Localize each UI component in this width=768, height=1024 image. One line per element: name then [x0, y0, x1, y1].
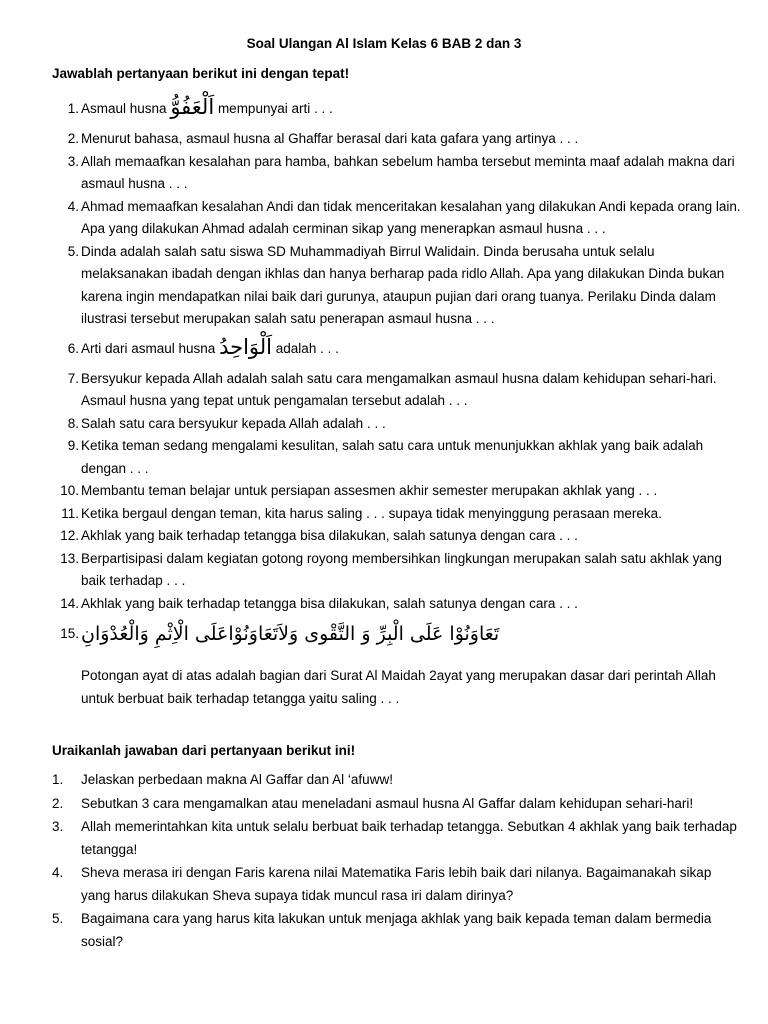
question-text: Bagaimana cara yang harus kita lakukan untuk menjaga akhlak yang baik kepada teman dalam bermedia sosial? — [81, 911, 712, 949]
question-15 — [52, 619, 742, 710]
question-number: 1. — [67, 101, 79, 116]
question-7 — [52, 368, 742, 413]
question-text: Potongan ayat di atas adalah bagian dari Surat Al Maidah 2ayat yang merupakan dasar dari perintah Allah untuk berbuat baik terhadap tetangga yaitu saling . . . — [81, 668, 716, 706]
question-text: Sebutkan 3 cara mengamalkan atau meneladani asmaul husna Al Gaffar dalam kehidupan sehari-hari! — [81, 795, 694, 811]
arabic-verse-row — [81, 619, 742, 651]
question-number: 10. — [60, 483, 79, 498]
essay-question-1 — [52, 769, 742, 792]
essay-question-3 — [52, 816, 742, 861]
multiple-choice-list — [52, 95, 742, 710]
question-text: Arti dari asmaul husna — [81, 340, 216, 356]
question-6 — [52, 335, 742, 363]
question-number: 4. — [52, 865, 64, 880]
question-number: 14. — [60, 595, 79, 611]
question-text: Sheva merasa iri dengan Faris karena nilai Matematika Faris lebih baik dari nilanya. Bagaimanakah sikap yang harus dilakukan Sheva supaya tidak muncul rasa iri dalam dirinya? — [81, 865, 712, 903]
question-number: 12. — [60, 528, 79, 543]
question-text: Allah memerintahkan kita untuk selalu berbuat baik terhadap tetangga. Sebutkan 4 akhlak yang baik terhadap tetangga! — [81, 819, 737, 857]
question-10 — [52, 480, 742, 503]
question-text: Akhlak yang baik terhadap tetangga bisa dilakukan, salah satunya dengan cara . . . — [81, 595, 578, 611]
section-a-instruction: Jawablah pertanyaan berikut ini dengan tepat! — [52, 66, 350, 81]
essay-question-5 — [52, 908, 742, 953]
question-number: 2. — [52, 795, 64, 811]
essay-list — [52, 769, 742, 953]
question-text: Menurut bahasa, asmaul husna al Ghaffar berasal dari kata gafara yang artinya . . . — [81, 131, 579, 146]
question-number: 3. — [67, 153, 79, 169]
question-number: 11. — [61, 505, 79, 521]
question-number: 9. — [67, 438, 79, 453]
question-text: Ahmad memaafkan kesalahan Andi dan tidak menceritakan kesalahan yang dilakukan Andi kepada orang lain. Apa yang dilakukan Ahmad adalah cerminan sikap yang menerapkan asmaul husna . . . — [81, 198, 741, 236]
question-number: 6. — [67, 340, 79, 356]
question-4 — [52, 196, 742, 241]
question-text: Ketika bergaul dengan teman, kita harus saling . . . supaya tidak menyinggung perasaan mereka. — [81, 505, 662, 521]
question-text: Jelaskan perbedaan makna Al Gaffar dan Al ‘afuww! — [81, 772, 393, 787]
question-number: 5. — [67, 243, 79, 259]
question-number: 15. — [60, 626, 79, 641]
question-9 — [52, 435, 742, 480]
question-5 — [52, 241, 742, 331]
question-number: 8. — [67, 415, 79, 431]
question-number: 1. — [52, 772, 64, 787]
arabic-verse: تَعَاوَنُوْا عَلَى الْبِرِّ وَ التَّقْوى وَلاَتَعَاوَنُوْاعَلَى الْاِثْمِ وَالْعُدْوَانِ — [81, 623, 500, 645]
question-number: 4. — [67, 198, 79, 214]
question-number: 5. — [52, 911, 64, 926]
question-8 — [52, 413, 742, 436]
question-number: 3. — [52, 819, 64, 834]
question-text: Bersyukur kepada Allah adalah salah satu cara mengamalkan asmaul husna dalam kehidupan sehari-hari. Asmaul husna yang tepat untuk pengamalan tersebut adalah . . . — [81, 370, 717, 408]
question-text: adalah . . . — [275, 340, 339, 356]
question-3 — [52, 151, 742, 196]
essay-question-4 — [52, 862, 742, 907]
page-title: Soal Ulangan Al Islam Kelas 6 BAB 2 dan 3 — [246, 36, 522, 51]
question-1 — [52, 95, 742, 123]
question-text: Membantu teman belajar untuk persiapan assesmen akhir semester merupakan akhlak yang . . . — [81, 483, 658, 498]
question-text: Dinda adalah salah satu siswa SD Muhammadiyah Birrul Walidain. Dinda berusaha untuk selalu melaksanakan ibadah dengan ikhlas dan hanya berharap pada ridlo Allah. Apa yang dilakukan Dinda bukan karena ingin mendapatkan nilai baik dari gurunya, ataupun pujian dari orang tuanya. Perilaku Dinda dalam ilustrasi tersebut merupakan salah satu penerapan asmaul husna . . . — [81, 243, 725, 326]
question-text: Ketika teman sedang mengalami kesulitan, salah satu cara untuk menunjukkan akhlak yang baik adalah dengan . . . — [81, 438, 704, 476]
question-2 — [52, 128, 742, 151]
question-text: Allah memaafkan kesalahan para hamba, bahkan sebelum hamba tersebut meminta maaf adalah makna dari asmaul husna . . . — [81, 153, 735, 191]
question-text: Salah satu cara bersyukur kepada Allah adalah . . . — [81, 415, 386, 431]
section-b-instruction: Uraikanlah jawaban dari pertanyaan berikut ini! — [52, 743, 356, 758]
question-text: Asmaul husna — [81, 101, 167, 116]
question-number: 2. — [67, 131, 79, 146]
question-text: Berpartisipasi dalam kegiatan gotong royong membersihkan lingkungan merupakan salah satu akhlak yang baik terhadap . . . — [81, 550, 722, 588]
arabic-term: اَلْوَاحِدُ — [219, 334, 273, 359]
question-number: 13. — [60, 550, 79, 566]
question-11 — [52, 503, 742, 526]
question-14 — [52, 593, 742, 616]
arabic-term: اَلْعَفُوُّ — [170, 95, 215, 119]
question-13 — [52, 548, 742, 593]
question-text: mempunyai arti . . . — [217, 101, 333, 116]
question-12 — [52, 525, 742, 548]
question-text: Akhlak yang baik terhadap tetangga bisa dilakukan, salah satunya dengan cara . . . — [81, 528, 578, 543]
question-number: 7. — [67, 370, 79, 386]
essay-question-2 — [52, 793, 742, 816]
